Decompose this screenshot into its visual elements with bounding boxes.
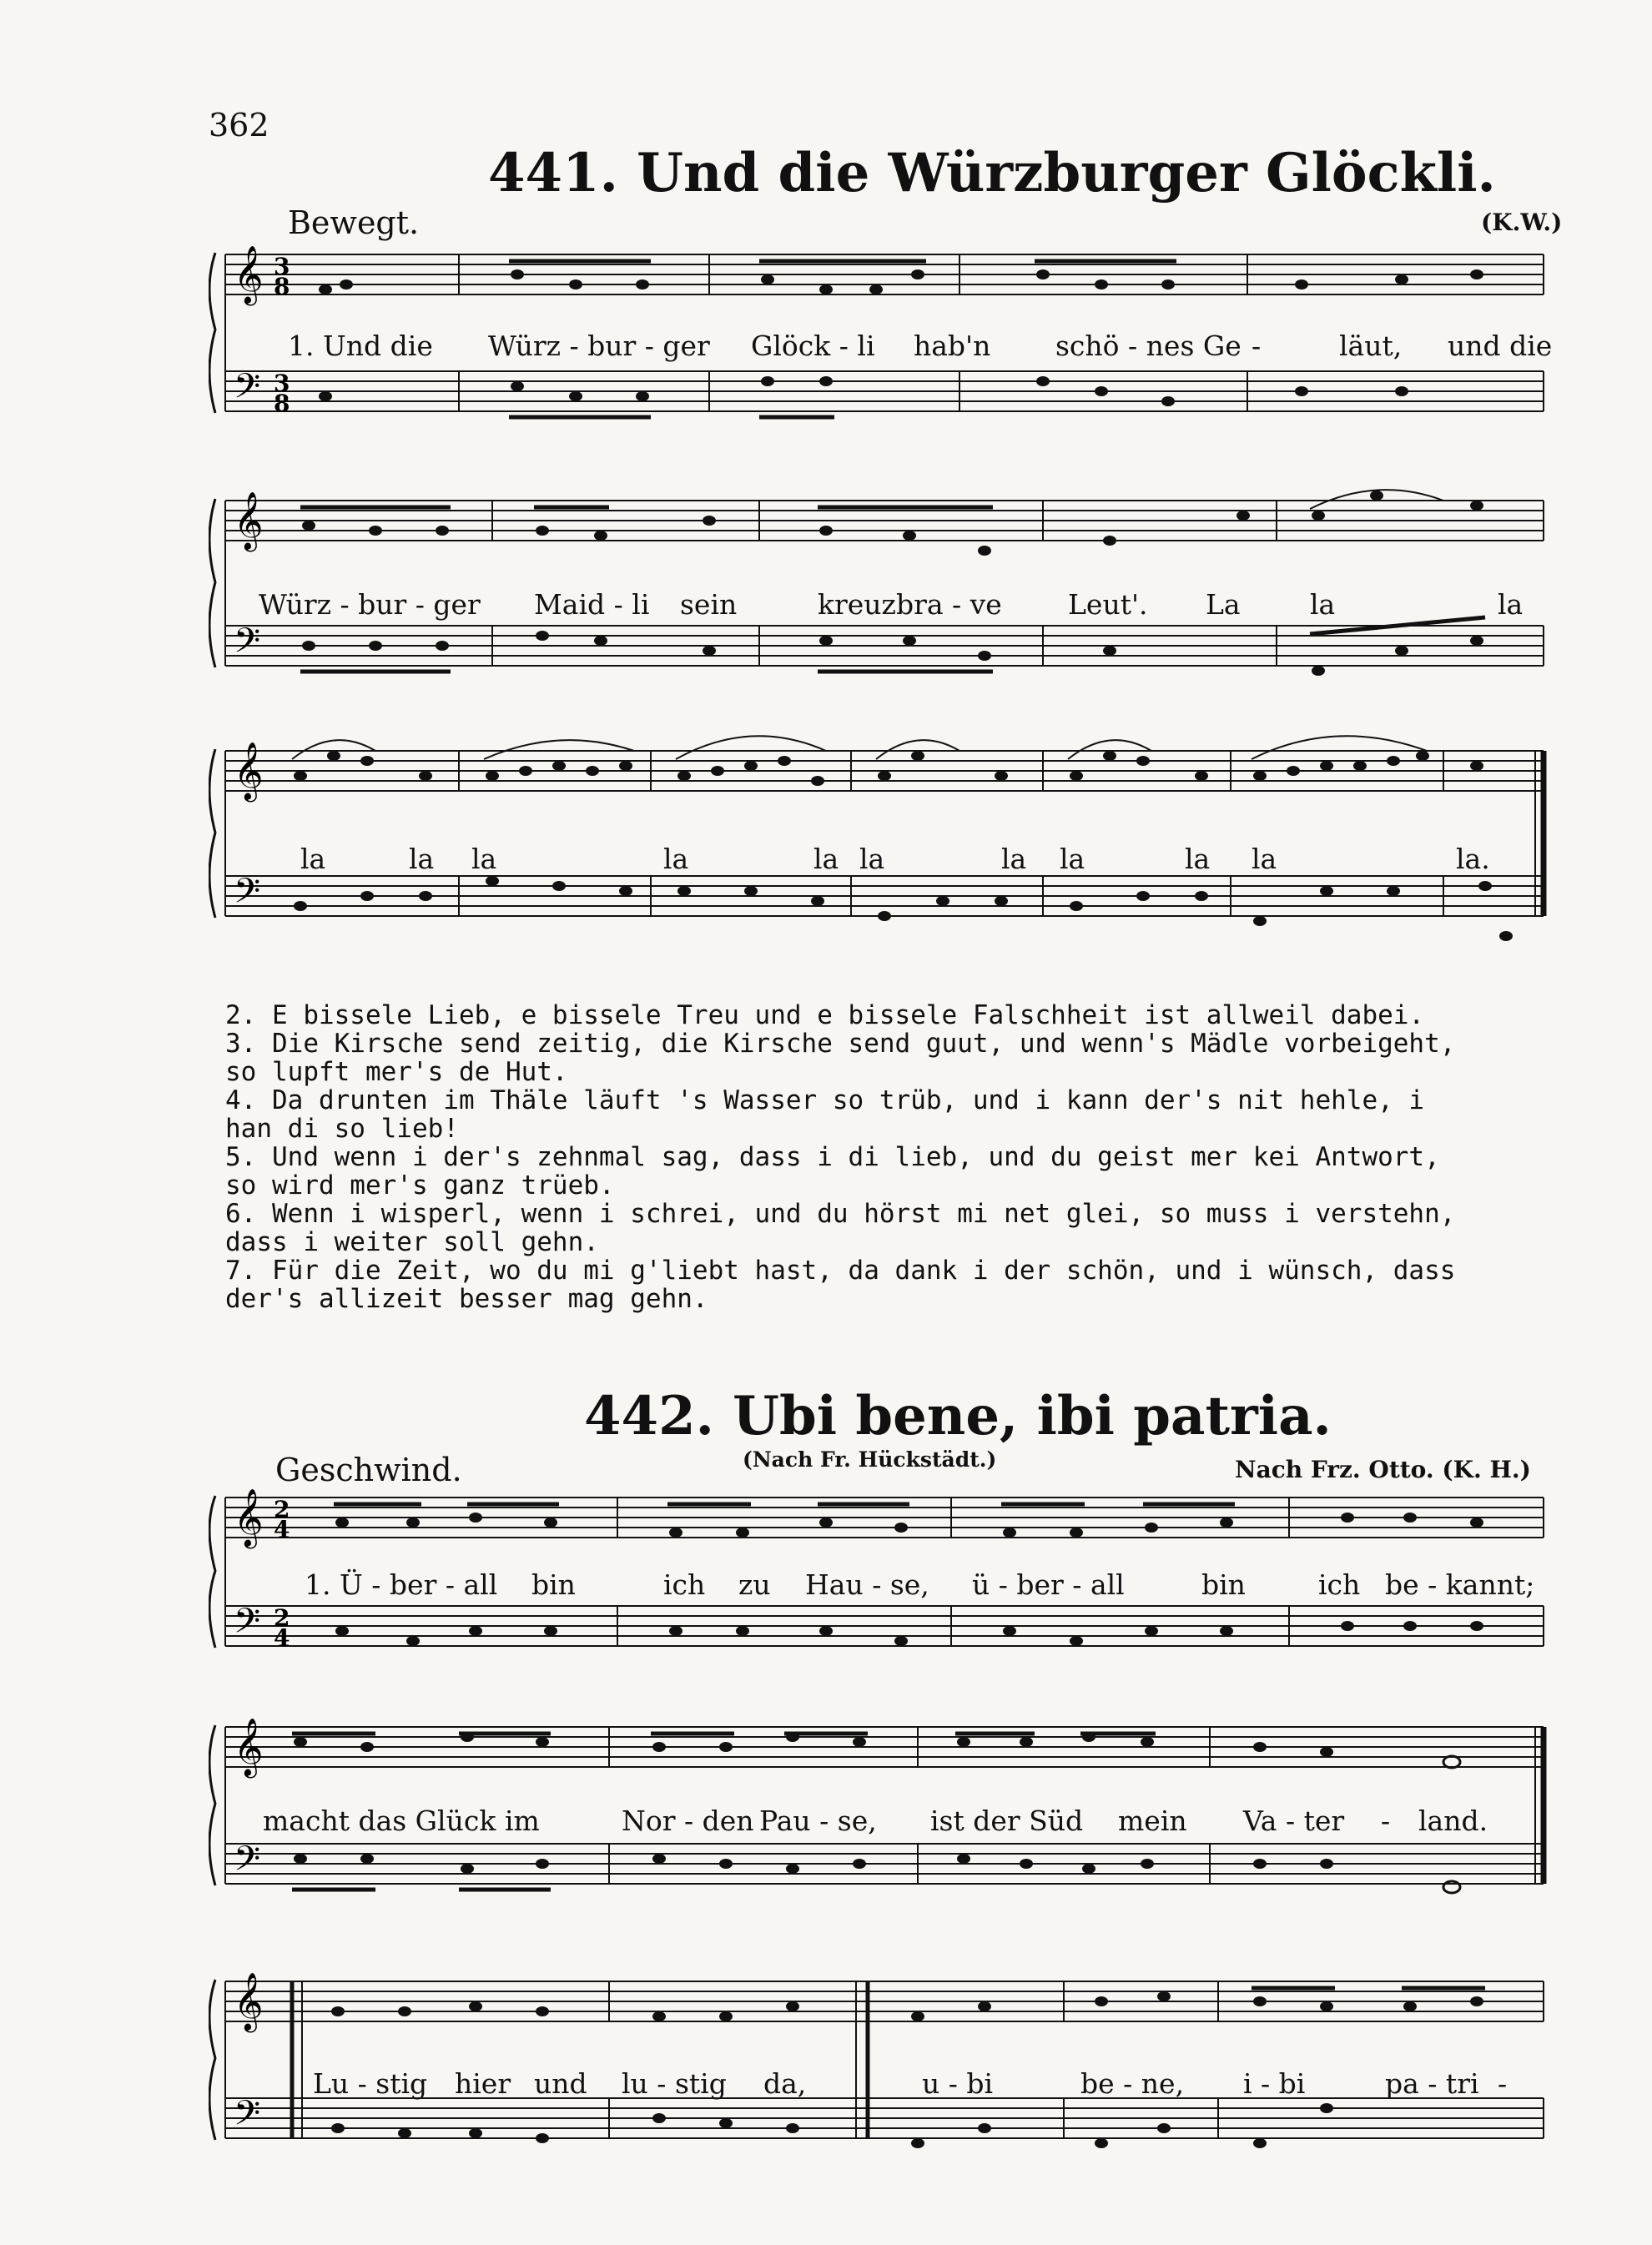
song-442-title: 442. Ubi bene, ibi patria. [584,1385,1332,1447]
page-number: 362 [209,107,269,143]
lyric-442-3-6: u - bi [922,2067,994,2100]
lyric-442-2-9: land. [1418,1805,1488,1837]
lyric-441-3-10: la [1252,843,1277,875]
lyric-442-1-5: Hau - se, [805,1568,929,1601]
svg-text:8: 8 [274,390,290,417]
svg-text:𝄢: 𝄢 [234,1601,261,1649]
verse-line: so wird mer's ganz trüeb. [225,1170,615,1201]
svg-text:4: 4 [274,1624,290,1652]
lyric-442-1-3: ich [663,1568,706,1601]
lyric-441-1-6: - [1252,330,1262,362]
lyric-441-3-6: la [859,843,885,875]
svg-text:3: 3 [274,370,290,397]
song-441-credit: (K.W.) [1481,209,1563,236]
svg-text:𝄢: 𝄢 [234,366,261,415]
svg-text:𝄢: 𝄢 [234,2093,261,2142]
svg-text:𝄞: 𝄞 [234,1972,264,2031]
svg-text:3: 3 [274,253,290,280]
svg-text:2: 2 [274,1604,290,1632]
svg-text:𝄞: 𝄞 [234,1488,264,1547]
song-442-system-3 [209,1965,1552,2165]
svg-text:2: 2 [274,1496,290,1523]
verse-line: 5. Und wenn i der's zehnmal sag, dass i di lieb, und du geist mer kei Antwort, [225,1142,1440,1172]
lyric-442-1-8: ich [1318,1568,1361,1601]
lyric-442-3-1: Lu - stig [313,2067,428,2100]
lyric-442-2-7: Va - ter [1243,1805,1345,1837]
lyric-441-2-8: la [1498,588,1524,621]
song-442-subtitle: (Nach Fr. Hückstädt.) [743,1447,997,1472]
lyric-441-3-7: la [1001,843,1027,875]
lyric-441-3-5: la [813,843,839,875]
song-442-tempo: Geschwind. [275,1452,462,1488]
lyric-441-2-2: Maid - li [534,588,650,621]
lyric-442-3-3: und [534,2067,587,2100]
lyric-441-1-5: schö - nes Ge [1055,330,1242,362]
lyric-442-3-5: da, [763,2067,807,2100]
svg-text:𝄞: 𝄞 [234,1718,264,1776]
verse-line: 2. E bissele Lieb, e bissele Treu und e bissele Falschheit ist allweil dabei. [225,1000,1425,1030]
lyric-441-3-3: la [471,843,497,875]
lyric-442-1-9: be - kannt; [1385,1568,1535,1601]
verse-line: han di so lieb! [225,1114,459,1144]
lyric-442-1-6: ü - ber - all [972,1568,1125,1601]
lyric-442-1-4: zu [738,1568,771,1601]
verse-line: dass i weiter soll gehn. [225,1227,599,1257]
lyric-442-3-2: hier [455,2067,511,2100]
lyric-442-2-6: mein [1118,1805,1187,1837]
svg-text:𝄞: 𝄞 [234,491,264,550]
verses-441 [225,1001,1552,1313]
verse-line: so lupft mer's de Hut. [225,1057,568,1087]
lyric-441-1-3: Glöck - li [751,330,875,362]
verse-line: 3. Die Kirsche send zeitig, die Kirsche send guut, und wenn's Mädle vorbeigeht, [225,1029,1456,1059]
song-442-credit: Nach Frz. Otto. (K. H.) [1235,1456,1531,1483]
lyric-442-2-1: macht das Glück [263,1805,496,1837]
verse-line: 6. Wenn i wisperl, wenn i schrei, und du hörst mi net glei, so muss i verstehn, [225,1199,1456,1229]
svg-text:𝄞: 𝄞 [234,742,264,800]
lyric-442-3-4: lu - stig [622,2067,727,2100]
svg-text:𝄢: 𝄢 [234,871,261,919]
lyric-442-3-8: i - bi [1243,2067,1306,2100]
lyric-442-2-3: Nor - den [622,1805,754,1837]
lyric-441-2-5: Leut'. [1068,588,1148,621]
lyric-442-3-7: be - ne, [1080,2067,1185,2100]
lyric-442-2-2: im [505,1805,540,1837]
song-441-tempo: Bewegt. [288,204,420,241]
lyric-442-2-4: Pau - se, [759,1805,877,1837]
lyric-442-1-2: bin [531,1568,576,1601]
lyric-442-1-1: 1. Ü - ber - all [305,1568,498,1601]
lyric-441-3-1: la [300,843,326,875]
svg-text:𝄞: 𝄞 [234,245,264,304]
lyric-441-1-7: läut, [1339,330,1403,362]
verse-line: der's allizeit besser mag gehn. [225,1284,708,1314]
lyric-441-3-8: la [1060,843,1085,875]
lyric-441-2-4: kreuzbra - ve [818,588,1002,621]
lyric-441-1-1: 1. Und die [288,330,433,362]
svg-text:𝄢: 𝄢 [234,621,261,669]
verse-line: 7. Für die Zeit, wo du mi g'liebt hast, da dank i der schön, und i wünsch, dass [225,1256,1456,1286]
lyric-441-1-4: hab'n [914,330,991,362]
lyric-442-3-9: pa - tri [1385,2067,1479,2100]
lyric-441-2-3: sein [680,588,738,621]
svg-text:𝄢: 𝄢 [234,1839,261,1887]
grand-staff-442-3 [209,1965,1552,2165]
lyric-442-2-5: ist der Süd [930,1805,1084,1837]
lyric-442-2-8: - [1381,1805,1391,1837]
lyric-441-3-11: la. [1456,843,1490,875]
lyric-442-3-10: - [1498,2067,1508,2100]
lyric-441-3-2: la [409,843,435,875]
lyric-441-2-6: La [1206,588,1241,621]
lyric-441-2-7: la [1310,588,1336,621]
lyric-441-2-1: Würz - bur - ger [259,588,481,621]
lyric-441-3-4: la [663,843,689,875]
lyric-441-1-2: Würz - bur - ger [488,330,710,362]
lyric-442-1-7: bin [1201,1568,1246,1601]
verse-line: 4. Da drunten im Thäle läuft 's Wasser so trüb, und i kann der's nit hehle, i [225,1085,1425,1115]
svg-text:8: 8 [274,273,290,300]
song-441-title: 441. Und die Würzburger Glöckli. [488,142,1496,204]
lyric-441-3-9: la [1185,843,1211,875]
svg-text:4: 4 [274,1516,290,1543]
lyric-441-1-8: und die [1448,330,1553,362]
